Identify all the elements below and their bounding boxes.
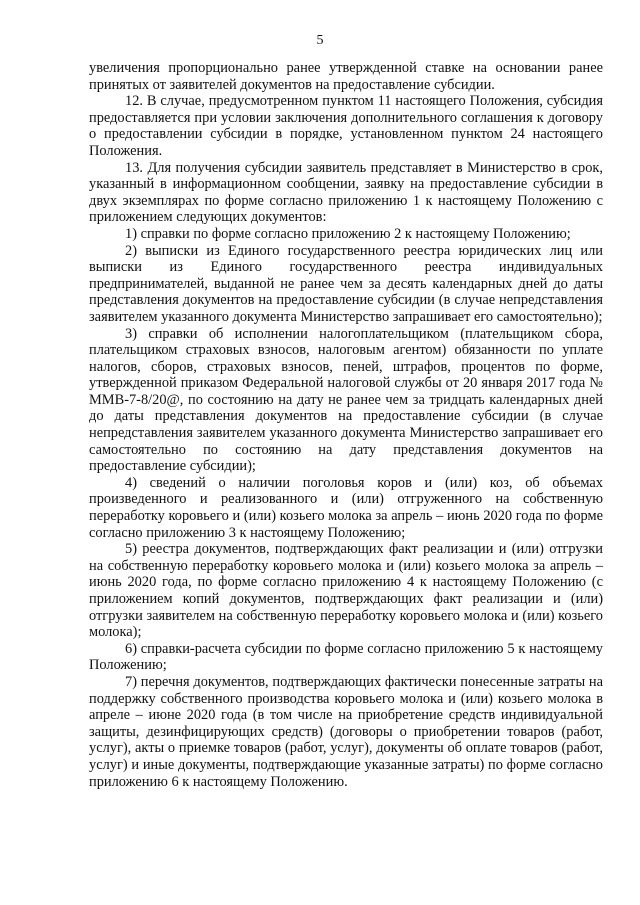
list-item-7: 7) перечня документов, подтверждающих фактически понесенные затраты на поддержку собственного производства коровьего молока и (или) козьего молока в апреле – июне 2020 года (в том числе на приобретение средств индивидуальной защиты, дезинфицирующих средств) (договоры о приобретении товаров (работ, услуг), акты о приемке товаров (работ, услуг), документы об оплате товаров (работ, услуг) и иные документы, подтверждающие указанные затраты) по форме согласно приложению 6 к настоящему Положению. bbox=[89, 673, 603, 790]
paragraph-continuation: увеличения пропорционально ранее утвержденной ставке на основании ранее принятых от заявителей документов на предоставление субсидии. bbox=[89, 60, 603, 93]
page-number: 5 bbox=[316, 33, 324, 48]
list-item-6: 6) справки-расчета субсидии по форме согласно приложению 5 к настоящему Положению; bbox=[89, 640, 603, 674]
list-item-2: 2) выписки из Единого государственного реестра юридических лиц или выписки из Единого государственного реестра индивидуальных предпринимателей, выданной не ранее чем за десять календарных дней до даты представления документов на предоставление субсидии (в случае непредставления заявителем указанного документа Министерство запрашивает его самостоятельно); bbox=[89, 242, 603, 325]
list-item-1: 1) справки по форме согласно приложению 2 к настоящему Положению; bbox=[125, 225, 571, 242]
paragraph-clause-13: 13. Для получения субсидии заявитель представляет в Министерство в срок, указанный в информационном сообщении, заявку на предоставление субсидии в двух экземплярах по форме согласно приложению 1 к настоящему Положению с приложением следующих документов: bbox=[89, 159, 603, 226]
list-item-3: 3) справки об исполнении налогоплательщиком (плательщиком сбора, плательщиком страховых взносов, налоговым агентом) обязанности по уплате налогов, сборов, страховых взносов, пеней, штрафов, процентов по форме, утвержденной приказом Федеральной налоговой службы от 20 января 2017 года № ММВ-7-8/20@, по состоянию на дату не ранее чем за тридцать календарных дней до даты представления документов на предоставление субсидии (в случае непредставления заявителем указанного документа Министерство запрашивает его самостоятельно по состоянию на дату представления документов на предоставление субсидии); bbox=[89, 325, 603, 475]
list-item-5: 5) реестра документов, подтверждающих факт реализации и (или) отгрузки на собственную переработку коровьего молока и (или) козьего молока за апрель – июнь 2020 года, по форме согласно приложению 4 к настоящему Положению (с приложением копий документов, подтверждающих факт реализации и (или) отгрузки заявителем на собственную переработку коровьего молока и (или) козьего молока); bbox=[89, 541, 603, 641]
list-item-4: 4) сведений о наличии поголовья коров и (или) коз, об объемах произведенного и реализованного и (или) отгруженного на собственную переработку коровьего и (или) козьего молока за апрель – июнь 2020 года по форме согласно приложению 3 к настоящему Положению; bbox=[89, 474, 603, 541]
document-body bbox=[89, 60, 603, 790]
paragraph-clause-12: 12. В случае, предусмотренном пунктом 11 настоящего Положения, субсидия предоставляется при условии заключения дополнительного соглашения к договору о предоставлении субсидии в порядке, установленном пунктом 24 настоящего Положения. bbox=[89, 93, 603, 159]
